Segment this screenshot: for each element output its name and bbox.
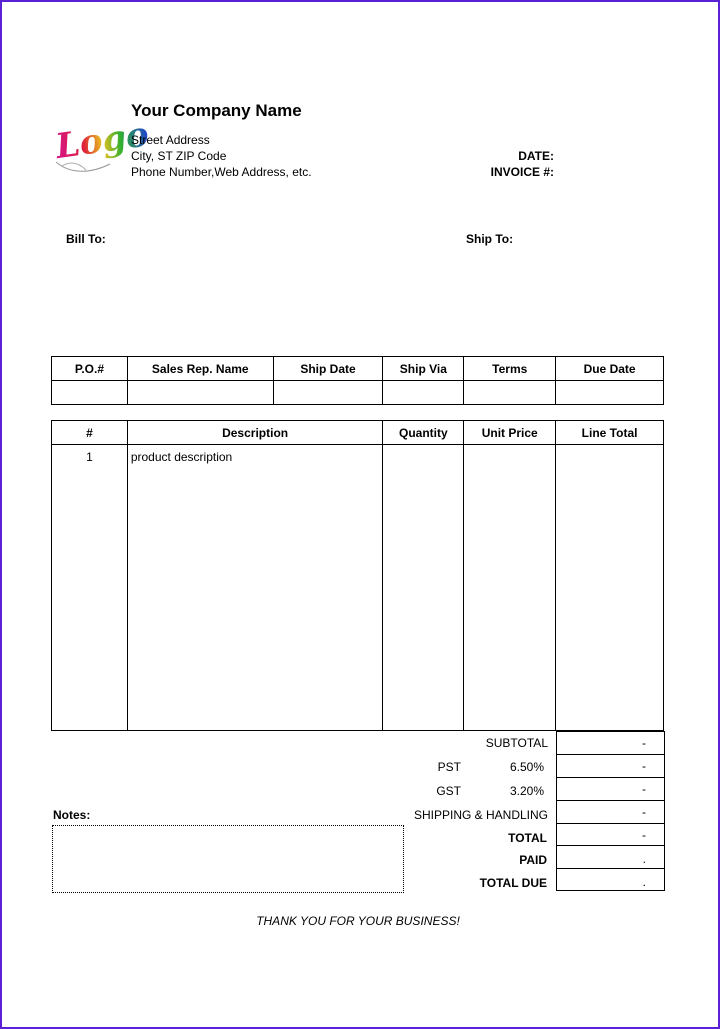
total-due-label: TOTAL DUE xyxy=(479,876,547,890)
due-date-header: Due Date xyxy=(556,357,664,381)
terms-cell[interactable] xyxy=(464,381,556,405)
date-label: DATE: xyxy=(518,149,554,163)
line-total-header: Line Total xyxy=(556,421,664,445)
notes-field[interactable] xyxy=(52,825,404,893)
order-info-table xyxy=(51,356,664,405)
po-number-cell[interactable] xyxy=(52,381,128,405)
total-due-value[interactable]: . xyxy=(557,869,664,891)
item-number-header: # xyxy=(52,421,128,445)
logo-text: Logo xyxy=(53,114,152,167)
pst-rate: 6.50% xyxy=(509,760,544,774)
ship-via-cell[interactable] xyxy=(383,381,464,405)
ship-via-header: Ship Via xyxy=(383,357,464,381)
terms-header: Terms xyxy=(464,357,556,381)
subtotal-label: SUBTOTAL xyxy=(485,736,548,750)
items-table xyxy=(51,420,664,731)
unit-price-header: Unit Price xyxy=(464,421,556,445)
item-quantity-cell[interactable] xyxy=(383,445,464,731)
item-line-total-cell[interactable] xyxy=(556,445,664,731)
invoice-number-label: INVOICE #: xyxy=(490,165,554,179)
city-state-zip: City, ST ZIP Code xyxy=(131,149,227,163)
ship-date-header: Ship Date xyxy=(273,357,383,381)
totals-box xyxy=(556,731,665,891)
pst-label: PST xyxy=(437,760,461,774)
quantity-header: Quantity xyxy=(383,421,464,445)
shipping-label: SHIPPING & HANDLING xyxy=(413,808,548,822)
sales-rep-header: Sales Rep. Name xyxy=(127,357,273,381)
gst-rate: 3.20% xyxy=(509,784,544,798)
description-header: Description xyxy=(127,421,383,445)
paid-label: PAID xyxy=(519,853,547,867)
ship-to-label: Ship To: xyxy=(466,232,514,246)
contact-info: Phone Number,Web Address, etc. xyxy=(131,165,312,179)
item-description-cell[interactable]: product description xyxy=(127,445,383,731)
item-number-cell[interactable]: 1 xyxy=(52,445,128,731)
table-row xyxy=(52,445,664,731)
street-address: Street Address xyxy=(131,133,210,147)
company-logo xyxy=(50,104,152,178)
due-date-cell[interactable] xyxy=(556,381,664,405)
company-name: Your Company Name xyxy=(131,101,302,120)
sales-rep-cell[interactable] xyxy=(127,381,273,405)
paid-value[interactable]: . xyxy=(557,846,664,869)
notes-label: Notes: xyxy=(53,808,91,822)
thank-you-message: THANK YOU FOR YOUR BUSINESS! xyxy=(256,914,460,928)
item-unit-price-cell[interactable] xyxy=(464,445,556,731)
total-value[interactable]: - xyxy=(557,824,664,846)
ship-date-cell[interactable] xyxy=(273,381,383,405)
po-number-header: P.O.# xyxy=(52,357,128,381)
shipping-value[interactable]: - xyxy=(557,801,664,824)
gst-value[interactable]: - xyxy=(557,778,664,801)
subtotal-value[interactable]: - xyxy=(557,732,664,755)
bill-to-label: Bill To: xyxy=(66,232,106,246)
gst-label: GST xyxy=(436,784,461,798)
pst-value[interactable]: - xyxy=(557,755,664,778)
total-label: TOTAL xyxy=(508,831,547,845)
